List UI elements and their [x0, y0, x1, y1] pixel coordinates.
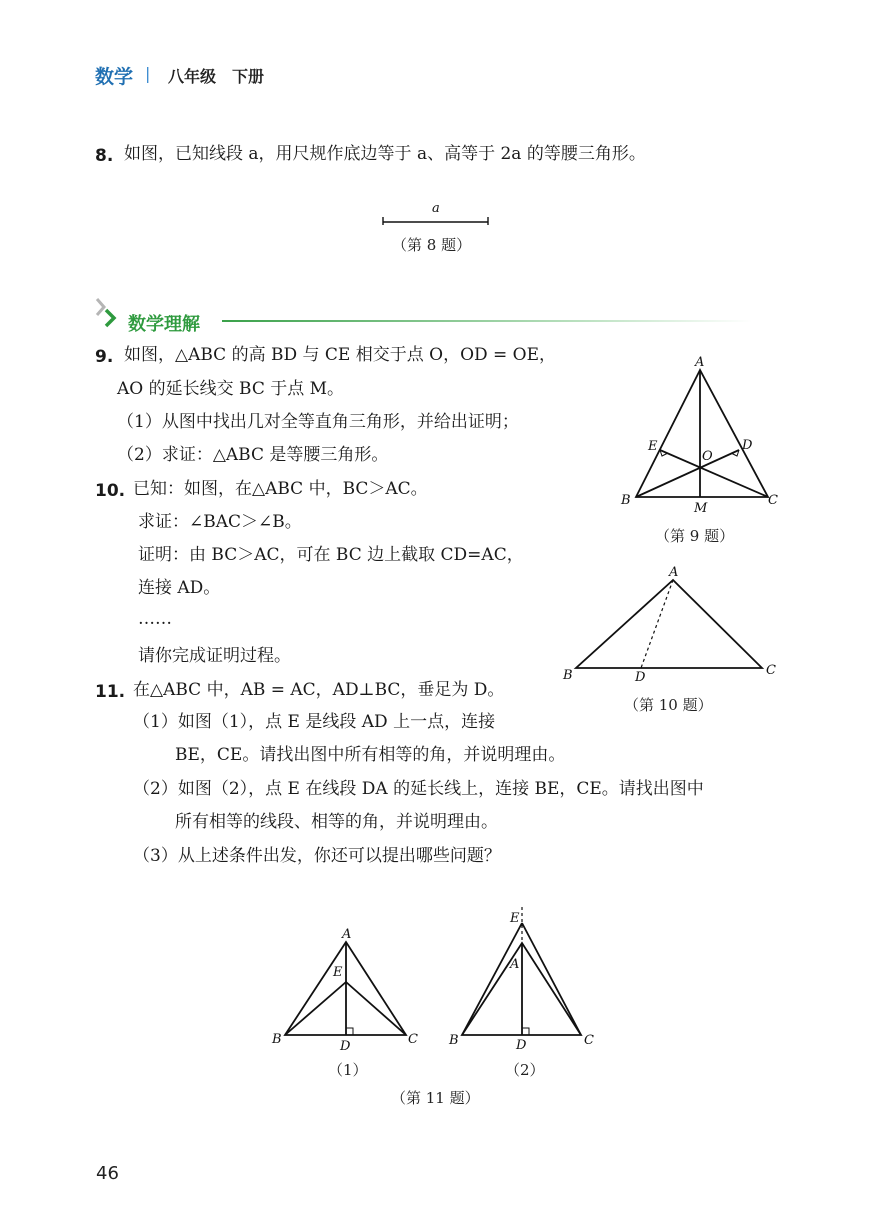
- section-chevron-icon: [94, 297, 126, 331]
- q9-label-C: C: [768, 493, 778, 508]
- q11-sub1-caption: （1）: [328, 1061, 368, 1079]
- q11-part1-b: BE，CE。请找出图中所有相等的角，并说明理由。: [175, 745, 566, 765]
- header-subject: 数学: [95, 66, 134, 88]
- q9-part2: （2）求证：△ABC 是等腰三角形。: [117, 445, 389, 465]
- q11-fig2-label-E: E: [510, 911, 520, 926]
- q11-fig2-label-A: A: [510, 957, 520, 972]
- q11-fig1-label-B: B: [272, 1032, 282, 1047]
- q10-line2: 求证：∠BAC＞∠B。: [138, 512, 302, 532]
- q11-fig1-label-A: A: [342, 927, 352, 942]
- q8-segment-figure: [380, 198, 492, 228]
- q11-fig2-label-B: B: [449, 1033, 459, 1048]
- section-divider: [222, 320, 752, 322]
- q11-figure-1: [270, 920, 430, 1054]
- q9-line2: AO 的延长线交 BC 于点 M。: [117, 379, 345, 399]
- q11-part1-a: （1）如图（1），点 E 是线段 AD 上一点，连接: [133, 712, 496, 732]
- q9-part1: （1）从图中找出几对全等直角三角形，并给出证明；: [117, 412, 519, 432]
- q11-figure-2: [446, 905, 606, 1053]
- q11-part2-b: 所有相等的线段、相等的角，并说明理由。: [175, 812, 498, 832]
- q11-fig1-label-D: D: [340, 1039, 351, 1054]
- q11-fig1-label-C: C: [408, 1032, 418, 1047]
- q9-caption: （第 9 题）: [655, 527, 735, 545]
- q11-line1: 在△ABC 中，AB = AC，AD⊥BC，垂足为 D。: [133, 680, 505, 700]
- q11-part3: （3）从上述条件出发，你还可以提出哪些问题？: [133, 846, 501, 866]
- q9-label-O: O: [702, 449, 713, 464]
- q8-number: 8.: [95, 146, 114, 166]
- q9-label-E: E: [648, 439, 658, 454]
- q11-number: 11.: [95, 682, 126, 702]
- q9-line1: 如图，△ABC 的高 BD 与 CE 相交于点 O，OD = OE，: [124, 345, 557, 365]
- page-number: 46: [96, 1163, 119, 1184]
- q11-fig2-label-D: D: [516, 1038, 527, 1053]
- q9-label-M: M: [694, 501, 708, 516]
- q10-label-C: C: [766, 663, 776, 678]
- q11-caption: （第 11 题）: [391, 1089, 480, 1107]
- q8-segment-label: a: [432, 201, 440, 216]
- q11-fig1-label-E: E: [333, 965, 343, 980]
- q9-label-D: D: [742, 438, 753, 453]
- q10-line6: 请你完成证明过程。: [138, 646, 291, 666]
- q10-label-D: D: [635, 670, 646, 685]
- q10-line5: ……: [138, 609, 172, 629]
- q10-caption: （第 10 题）: [624, 696, 713, 714]
- q10-line3: 证明：由 BC＞AC，可在 BC 边上截取 CD=AC，: [138, 545, 524, 565]
- q11-part2-a: （2）如图（2），点 E 在线段 DA 的延长线上，连接 BE，CE。请找出图中: [133, 779, 704, 799]
- section-title: 数学理解: [128, 314, 200, 335]
- q9-figure: [618, 352, 788, 517]
- q10-line4: 连接 AD。: [138, 578, 221, 598]
- q8-caption: （第 8 题）: [392, 236, 472, 254]
- q11-fig2-label-C: C: [584, 1033, 594, 1048]
- q9-number: 9.: [95, 347, 114, 367]
- q10-line1: 已知：如图，在△ABC 中，BC＞AC。: [133, 479, 428, 499]
- q10-label-A: A: [669, 565, 679, 580]
- q10-number: 10.: [95, 481, 126, 501]
- header-grade: 八年级 下册: [168, 67, 265, 86]
- header-separator: |: [145, 64, 151, 83]
- q10-label-B: B: [563, 668, 573, 683]
- q9-label-B: B: [621, 493, 631, 508]
- q8-text: 如图，已知线段 a，用尺规作底边等于 a、高等于 2a 的等腰三角形。: [124, 144, 646, 164]
- q11-sub2-caption: （2）: [505, 1061, 545, 1079]
- q9-label-A: A: [695, 355, 705, 370]
- q10-figure: [560, 562, 785, 687]
